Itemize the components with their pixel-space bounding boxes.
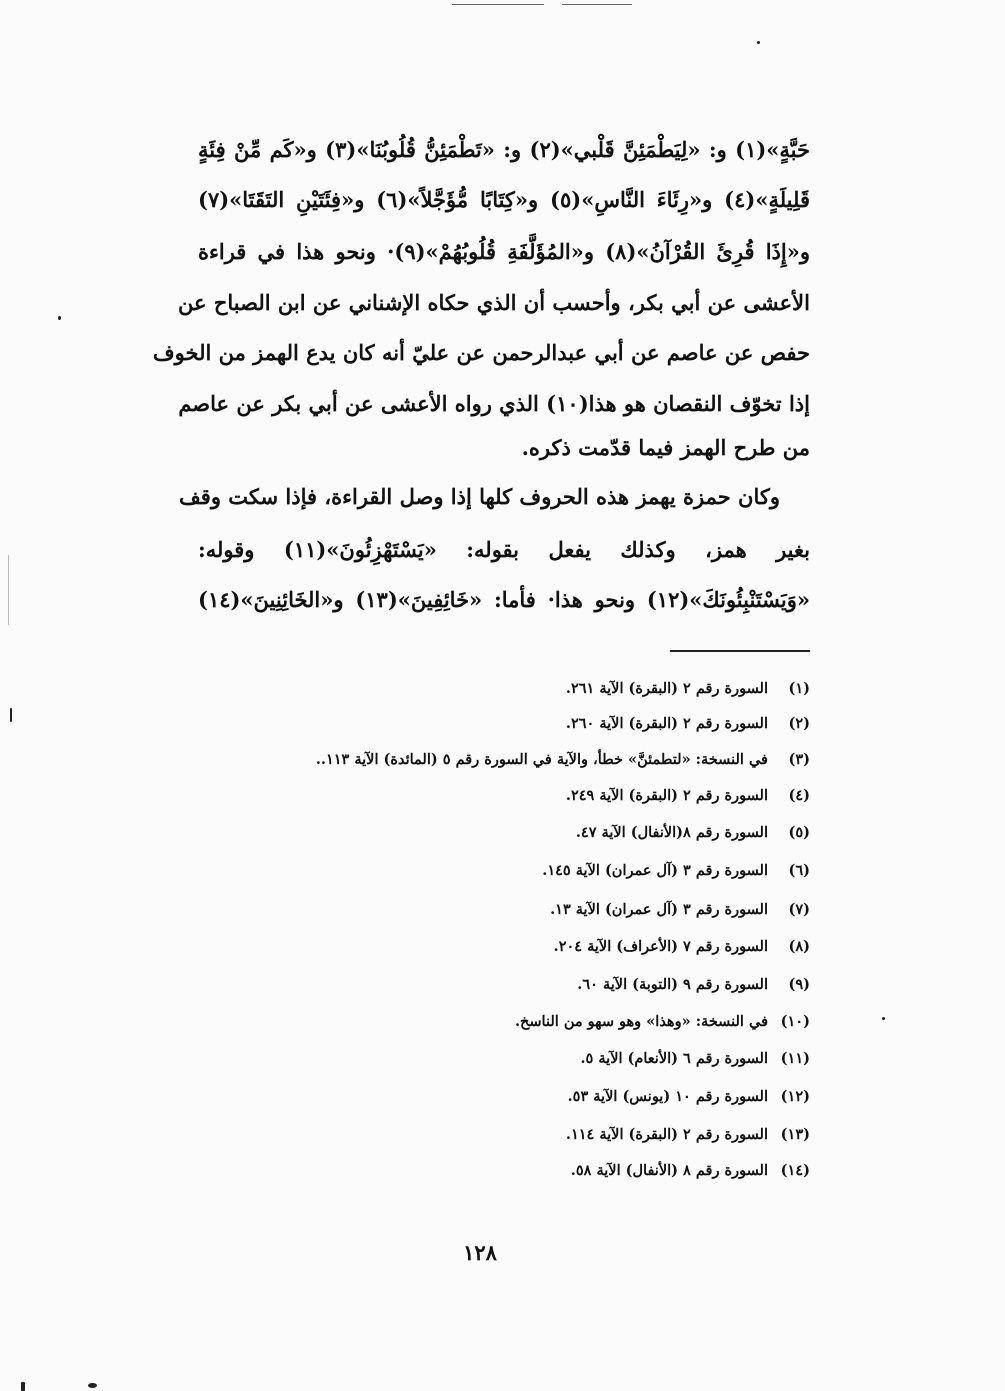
page-number: ١٢٨ xyxy=(463,1240,497,1265)
footnote-number: (١) xyxy=(788,680,810,697)
footnote-number: (١٢) xyxy=(780,1088,810,1105)
footnote-text: السورة رقم ٦ (الأنعام) الآية ٥. xyxy=(580,1050,768,1067)
footnote-number: (٧) xyxy=(788,901,810,918)
footnote-number: (٥) xyxy=(788,824,810,841)
scan-speck xyxy=(21,1382,25,1391)
footnote xyxy=(550,891,810,928)
footnote-text: السورة رقم ٩ (التوبة) الآية ٦٠. xyxy=(577,976,768,993)
footnote-number: (٤) xyxy=(788,787,810,804)
footnote xyxy=(542,852,810,889)
scan-speck xyxy=(882,1017,885,1020)
footnote-text: في النسخة: «لتطمئنَّ» خطأ، والآية في السورة رقم ٥ (المائدة) الآية ١١٣.. xyxy=(315,751,768,768)
footnote-text: السورة رقم ٨(الأنفال) الآية ٤٧. xyxy=(575,824,768,841)
footnote-text: السورة رقم ١٠ (يونس) الآية ٥٣. xyxy=(567,1088,768,1105)
footnote xyxy=(566,1116,810,1153)
footnote xyxy=(515,1003,810,1040)
text-line: قَلِيلَةٍ»(٤) و«رِئَاءَ النَّاسِ»(٥) و«كِتَابًا مُّؤَجَّلاً»(٦) و«فِئَتَيْنِ التَقَتَا»(٧) xyxy=(198,187,810,212)
scan-speck xyxy=(88,1383,97,1388)
footnote xyxy=(571,1152,810,1189)
text-line: حَبَّةٍ»(١) و: «لِيَطْمَئِنَّ قَلْبي»(٢) و: «تَطْمَئِنُّ قُلُوبُنَا»(٣) و«كَم مِّنْ فِئَةٍ xyxy=(198,137,810,162)
top-rule xyxy=(452,4,544,5)
footnote xyxy=(316,741,810,778)
footnote xyxy=(566,705,810,742)
text-line: و«إِذَا قُرِئَ القُرْآنُ»(٨) و«المُؤَلَّفَةِ قُلُوبُهُمْ»(٩)· ونحو هذا في قراءة xyxy=(198,239,810,264)
footnote-number: (٩) xyxy=(788,976,810,993)
footnote xyxy=(566,670,810,707)
text-line: «وَيَسْتَنْبِئُونَكَ»(١٢) ونحو هذا· فأما: «خَائِفِينَ»(١٣) و«الخَائِنِينَ»(١٤) xyxy=(198,587,811,612)
footnote-text: السورة رقم ٢ (البقرة) الآية ٢٤٩. xyxy=(565,787,768,804)
scan-speck xyxy=(8,555,9,625)
footnote xyxy=(568,1078,810,1115)
footnote xyxy=(580,1040,810,1077)
footnote xyxy=(577,966,810,1003)
footnote-text: السورة رقم ٢ (البقرة) الآية ١١٤. xyxy=(565,1126,768,1143)
text-line: إذا تخوّف النقصان هو هذا(١٠) الذي رواه الأعشى عن أبي بكر عن عاصم xyxy=(178,391,810,416)
footnote-text: السورة رقم ٨ (الأنفال) الآية ٥٨. xyxy=(570,1162,768,1179)
footnote-number: (١٤) xyxy=(780,1162,810,1179)
top-rule xyxy=(562,4,632,5)
footnote xyxy=(554,928,810,965)
text-line: وكان حمزة يهمز هذه الحروف كلها إذا وصل القراءة، فإذا سكت وقف xyxy=(179,484,780,509)
footnote-number: (٢) xyxy=(788,715,810,732)
scan-speck xyxy=(757,41,760,44)
footnote-text: السورة رقم ٣ (آل عمران) الآية ١٣. xyxy=(550,901,768,918)
text-line: حفص عن عاصم عن أبي عبدالرحمن عن عليّ أنه كان يدع الهمز من الخوف xyxy=(152,340,810,365)
scan-speck xyxy=(10,708,12,722)
scan-speck xyxy=(58,316,61,320)
text-line: الأعشى عن أبي بكر، وأحسب أن الذي حكاه الإشناني عن ابن الصباح عن xyxy=(178,290,810,315)
footnote xyxy=(576,814,810,851)
footnote xyxy=(566,777,810,814)
footnote-text: السورة رقم ٢ (البقرة) الآية ٢٦١. xyxy=(565,680,768,697)
footnote-text: السورة رقم ٣ (آل عمران) الآية ١٤٥. xyxy=(542,862,768,879)
footnote-number: (١٠) xyxy=(780,1013,810,1030)
footnote-separator xyxy=(670,650,810,652)
text-line: من طرح الهمز فيما قدّمت ذكره. xyxy=(521,435,810,460)
footnote-number: (٨) xyxy=(788,938,810,955)
footnote-text: السورة رقم ٧ (الأعراف) الآية ٢٠٤. xyxy=(553,938,768,955)
text-line: بغير همز، وكذلك يفعل بقوله: «يَسْتَهْزِئُونَ»(١١) وقوله: xyxy=(198,537,810,562)
footnote-number: (١١) xyxy=(780,1050,810,1067)
footnote-text: في النسخة: «وهذا» وهو سهو من الناسخ. xyxy=(514,1013,768,1030)
footnote-number: (١٣) xyxy=(780,1126,810,1143)
footnote-number: (٣) xyxy=(788,751,810,768)
footnote-number: (٦) xyxy=(788,862,810,879)
footnote-text: السورة رقم ٢ (البقرة) الآية ٢٦٠. xyxy=(565,715,768,732)
